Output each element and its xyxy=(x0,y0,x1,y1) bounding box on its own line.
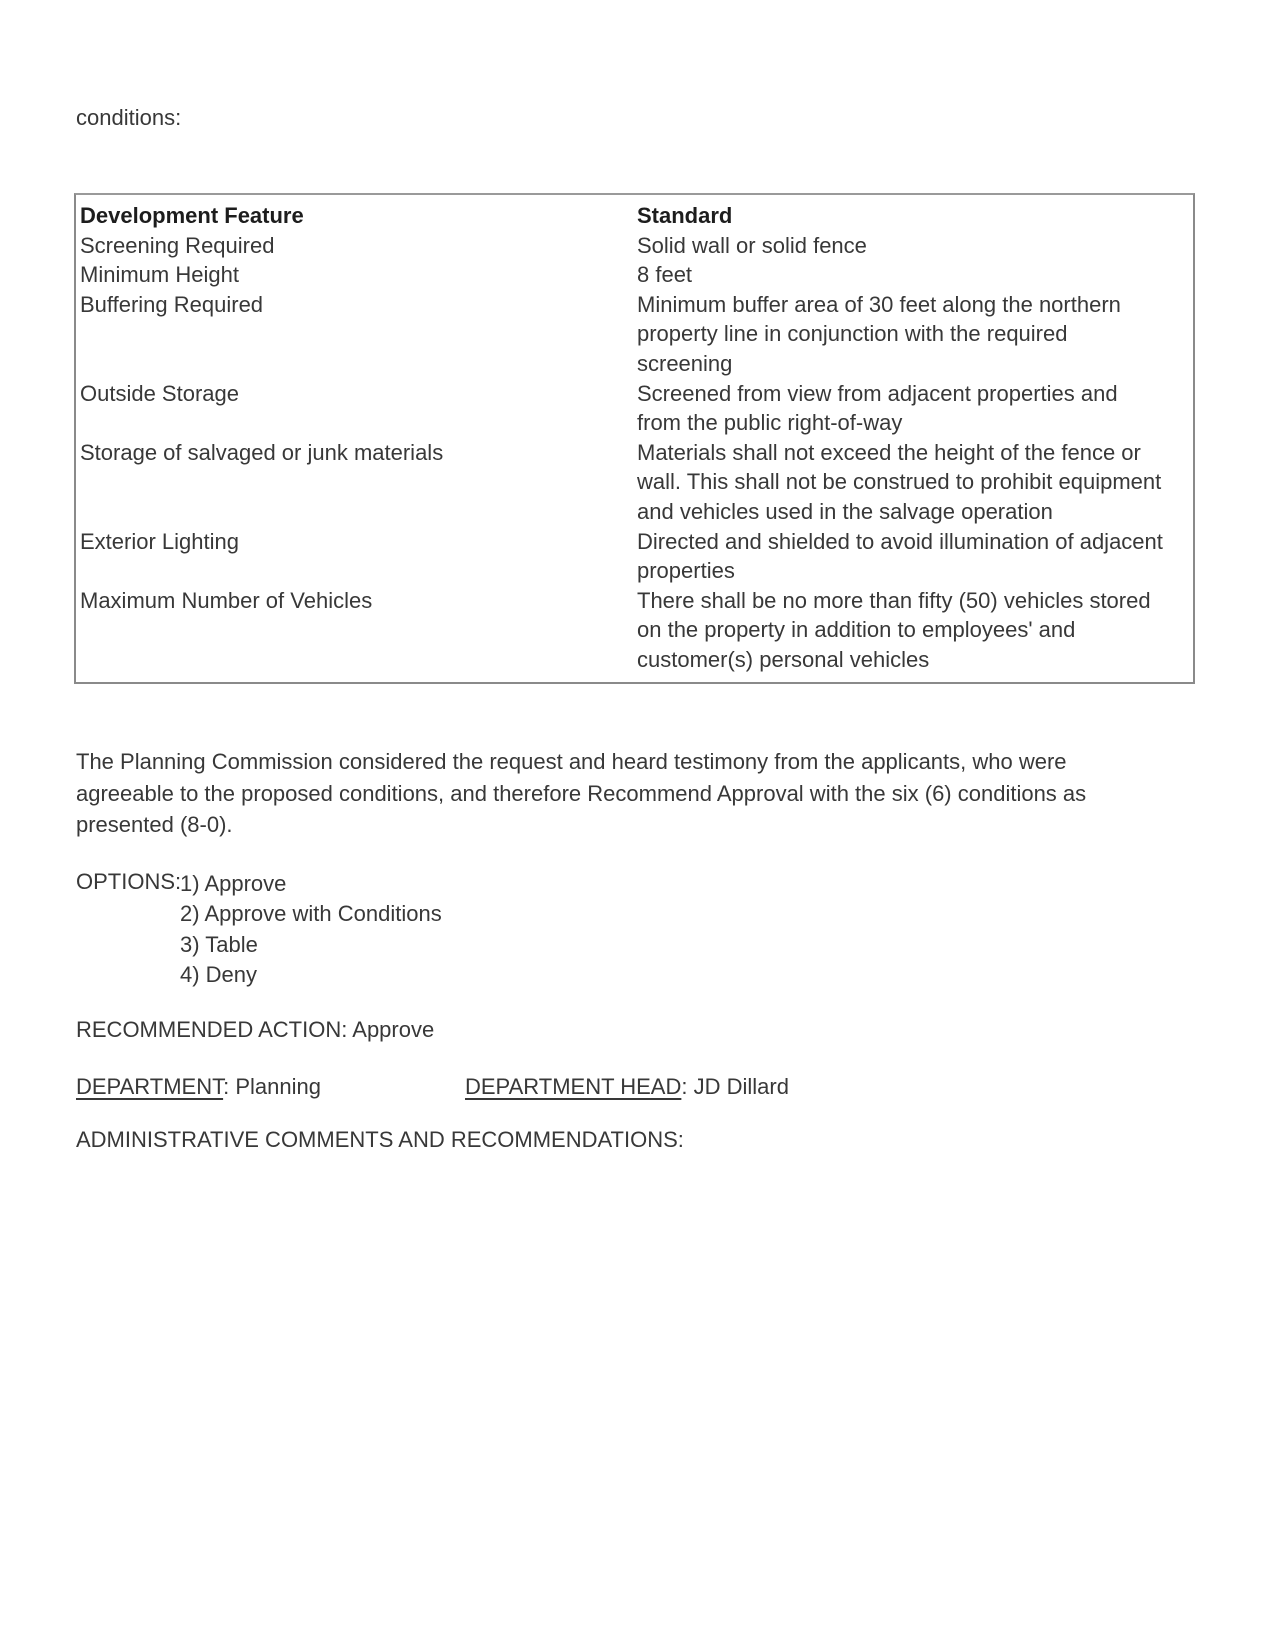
feature-cell: Minimum Height xyxy=(80,262,239,288)
options-label: OPTIONS: xyxy=(76,869,182,894)
table-row xyxy=(76,260,1193,290)
standard-cell xyxy=(635,290,1193,379)
standard-line: 8 feet xyxy=(637,262,693,288)
development-standards-table xyxy=(74,193,1195,684)
department-head-value: : JD Dillard xyxy=(681,1074,789,1099)
table-row xyxy=(76,438,1193,527)
department-label: DEPARTMENT xyxy=(76,1074,224,1099)
standard-cell xyxy=(635,438,1193,527)
intro-text: conditions: xyxy=(76,105,182,130)
feature-cell: Maximum Number of Vehicles xyxy=(80,587,373,613)
standard-cell xyxy=(635,379,1193,438)
department-head-item xyxy=(465,1074,789,1100)
table-row xyxy=(76,231,1193,261)
standard-line: properties xyxy=(637,558,735,584)
commission-paragraph xyxy=(76,746,1086,841)
recommended-action-value: Approve xyxy=(352,1017,435,1042)
standard-cell xyxy=(635,527,1193,586)
recommended-action-line xyxy=(76,1017,434,1043)
paragraph-line: agreeable to the proposed conditions, and therefore Recommend Approval with the six (6) conditions as xyxy=(76,780,1087,806)
standard-line: Screened from view from adjacent properties and xyxy=(637,380,1118,406)
standard-line: There shall be no more than fifty (50) vehicles stored xyxy=(637,587,1151,613)
column-header-feature: Development Feature xyxy=(80,203,304,228)
standard-line: Materials shall not exceed the height of the fence or xyxy=(637,439,1141,465)
administrative-comments-heading: ADMINISTRATIVE COMMENTS AND RECOMMENDATIONS: xyxy=(76,1127,684,1152)
standard-line: on the property in addition to employees' and xyxy=(637,617,1076,643)
standard-line: from the public right-of-way xyxy=(637,410,903,436)
table-row xyxy=(76,379,1193,438)
standard-line: and vehicles used in the salvage operation xyxy=(637,498,1053,524)
department-value: : Planning xyxy=(223,1074,321,1099)
department-line xyxy=(76,1074,1176,1100)
feature-cell: Exterior Lighting xyxy=(80,528,239,554)
options-list xyxy=(180,869,442,990)
option-item: 1) Approve xyxy=(180,871,287,896)
standard-line: Minimum buffer area of 30 feet along the northern xyxy=(637,291,1121,317)
standard-line: wall. This shall not be construed to prohibit equipment xyxy=(637,469,1162,495)
feature-cell: Screening Required xyxy=(80,232,275,258)
paragraph-line: The Planning Commission considered the request and heard testimony from the applicants, who were xyxy=(76,749,1067,774)
table-row xyxy=(76,586,1193,675)
column-header-standard: Standard xyxy=(637,203,733,228)
department-item xyxy=(76,1074,321,1099)
feature-cell: Storage of salvaged or junk materials xyxy=(80,439,444,465)
standard-cell xyxy=(635,260,1193,290)
standard-line: Directed and shielded to avoid illumination of adjacent xyxy=(637,528,1163,554)
feature-cell: Buffering Required xyxy=(80,291,264,317)
option-item: 4) Deny xyxy=(180,961,258,987)
standard-cell xyxy=(635,586,1193,675)
standard-line: property line in conjunction with the required xyxy=(637,321,1068,347)
paragraph-line: presented (8-0). xyxy=(76,812,233,837)
table-row xyxy=(76,527,1193,586)
option-item: 3) Table xyxy=(180,931,258,957)
table-header-row xyxy=(76,201,1193,231)
feature-cell: Outside Storage xyxy=(80,380,239,406)
table-row xyxy=(76,290,1193,379)
standard-cell xyxy=(635,231,1193,261)
option-item: 2) Approve with Conditions xyxy=(180,901,442,927)
recommended-action-label: RECOMMENDED ACTION: xyxy=(76,1017,348,1042)
standard-line: customer(s) personal vehicles xyxy=(637,646,930,672)
standard-line: screening xyxy=(637,350,733,376)
department-head-label: DEPARTMENT HEAD xyxy=(465,1074,682,1099)
standard-line: Solid wall or solid fence xyxy=(637,232,867,258)
